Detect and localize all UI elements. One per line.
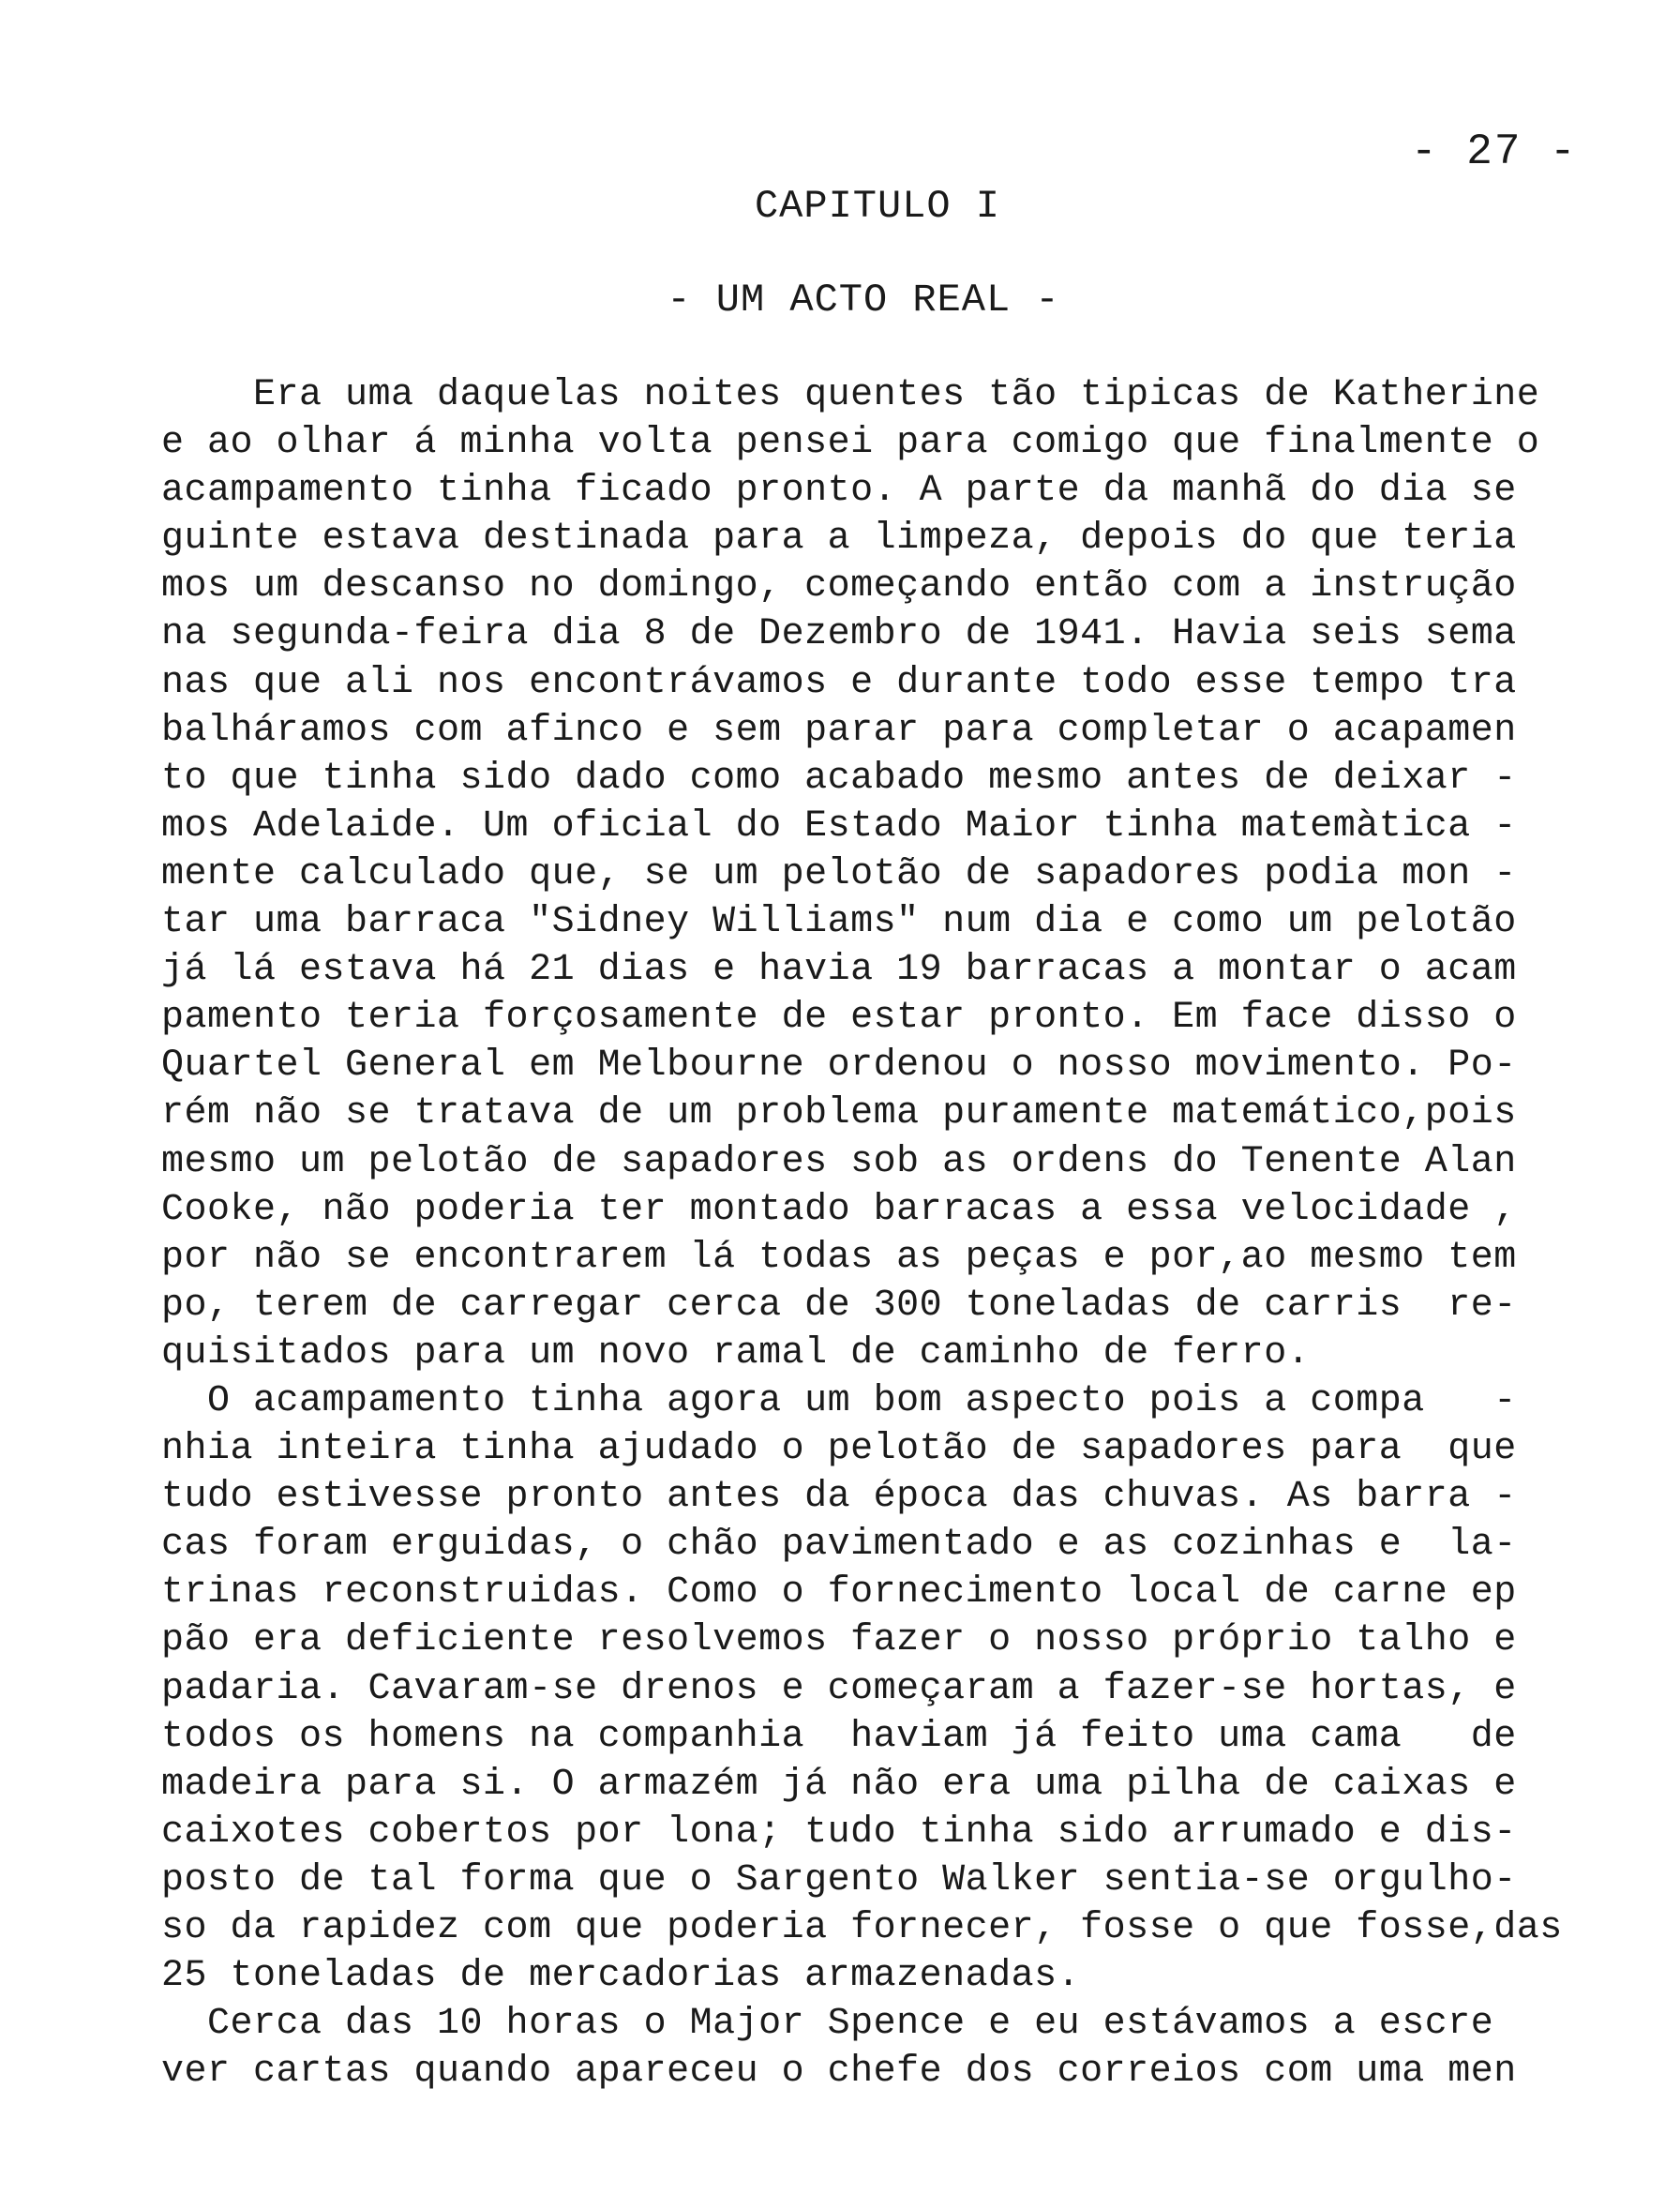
text-line: O acampamento tinha agora um bom aspecto pois a compa - [161,1379,1517,1422]
text-line: quisitados para um novo ramal de caminho de ferro. [161,1331,1311,1375]
text-line: caixotes cobertos por lona; tudo tinha sido arrumado e dis- [161,1811,1517,1854]
chapter-title: CAPITULO I [754,184,1001,229]
text-line: nhia inteira tinha ajudado o pelotão de sapadores para que [161,1428,1517,1471]
text-line: to que tinha sido dado como acabado mesmo antes de deixar - [161,757,1517,800]
text-line: padaria. Cavaram-se drenos e começaram a fazer-se hortas, e [161,1667,1517,1710]
text-line: acampamento tinha ficado pronto. A parte da manhã do dia se [161,470,1517,513]
text-line: Cerca das 10 horas o Major Spence e eu estávamos a escre [161,2003,1494,2046]
text-line: pão era deficiente resolvemos fazer o nosso próprio talho e [161,1619,1517,1662]
text-line: rém não se tratava de um problema puramente matemático,pois [161,1092,1517,1135]
text-line: Era uma daquelas noites quentes tão tipicas de Katherine [161,374,1540,416]
text-line: guinte estava destinada para a limpeza, depois do que teria [161,518,1517,561]
text-line: posto de tal forma que o Sargento Walker sentia-se orgulho- [161,1858,1517,1901]
text-line: so da rapidez com que poderia fornecer, fosse o que fosse,das [161,1907,1563,1949]
text-line: mesmo um pelotão de sapadores sob as ordens do Tenente Alan [161,1140,1517,1183]
text-line: Cooke, não poderia ter montado barracas a essa velocidade , [161,1188,1517,1231]
text-line: já lá estava há 21 dias e havia 19 barracas a montar o acam [161,949,1517,992]
text-line: nas que ali nos encontrávamos e durante todo esse tempo tra [161,661,1517,704]
text-line: mos Adelaide. Um oficial do Estado Maior tinha matemàtica - [161,804,1517,848]
body-text [161,371,1563,2096]
text-line: madeira para si. O armazém já não era uma pilha de caixas e [161,1763,1517,1806]
text-line: 25 toneladas de mercadorias armazenadas. [161,1955,1081,1998]
text-line: ver cartas quando apareceu o chefe dos correios com uma men [161,2051,1517,2094]
text-line: por não se encontrarem lá todas as peças e por,ao mesmo tem [161,1236,1517,1279]
text-line: balháramos com afinco e sem parar para completar o acapamen [161,709,1517,752]
page-number: - 27 - [1411,128,1578,176]
text-line: pamento teria forçosamente de estar pronto. Em face disso o [161,997,1517,1040]
chapter-subtitle: - UM ACTO REAL - [667,278,1060,323]
text-line: trinas reconstruidas. Como o fornecimento local de carne ep [161,1571,1517,1615]
text-line: po, terem de carregar cerca de 300 toneladas de carris re- [161,1284,1517,1327]
text-line: tudo estivesse pronto antes da época das chuvas. As barra - [161,1476,1517,1519]
text-line: cas foram erguidas, o chão pavimentado e as cozinhas e la- [161,1524,1517,1567]
text-line: na segunda-feira dia 8 de Dezembro de 1941. Havia seis sema [161,613,1517,656]
text-line: mente calculado que, se um pelotão de sapadores podia mon - [161,852,1517,895]
text-line: tar uma barraca "Sidney Williams" num dia e como um pelotão [161,901,1517,944]
text-line: todos os homens na companhia haviam já feito uma cama de [161,1715,1517,1758]
text-line: Quartel General em Melbourne ordenou o nosso movimento. Po- [161,1044,1517,1088]
text-line: e ao olhar á minha volta pensei para comigo que finalmente o [161,422,1540,465]
text-line: mos um descanso no domingo, começando então com a instrução [161,565,1517,609]
